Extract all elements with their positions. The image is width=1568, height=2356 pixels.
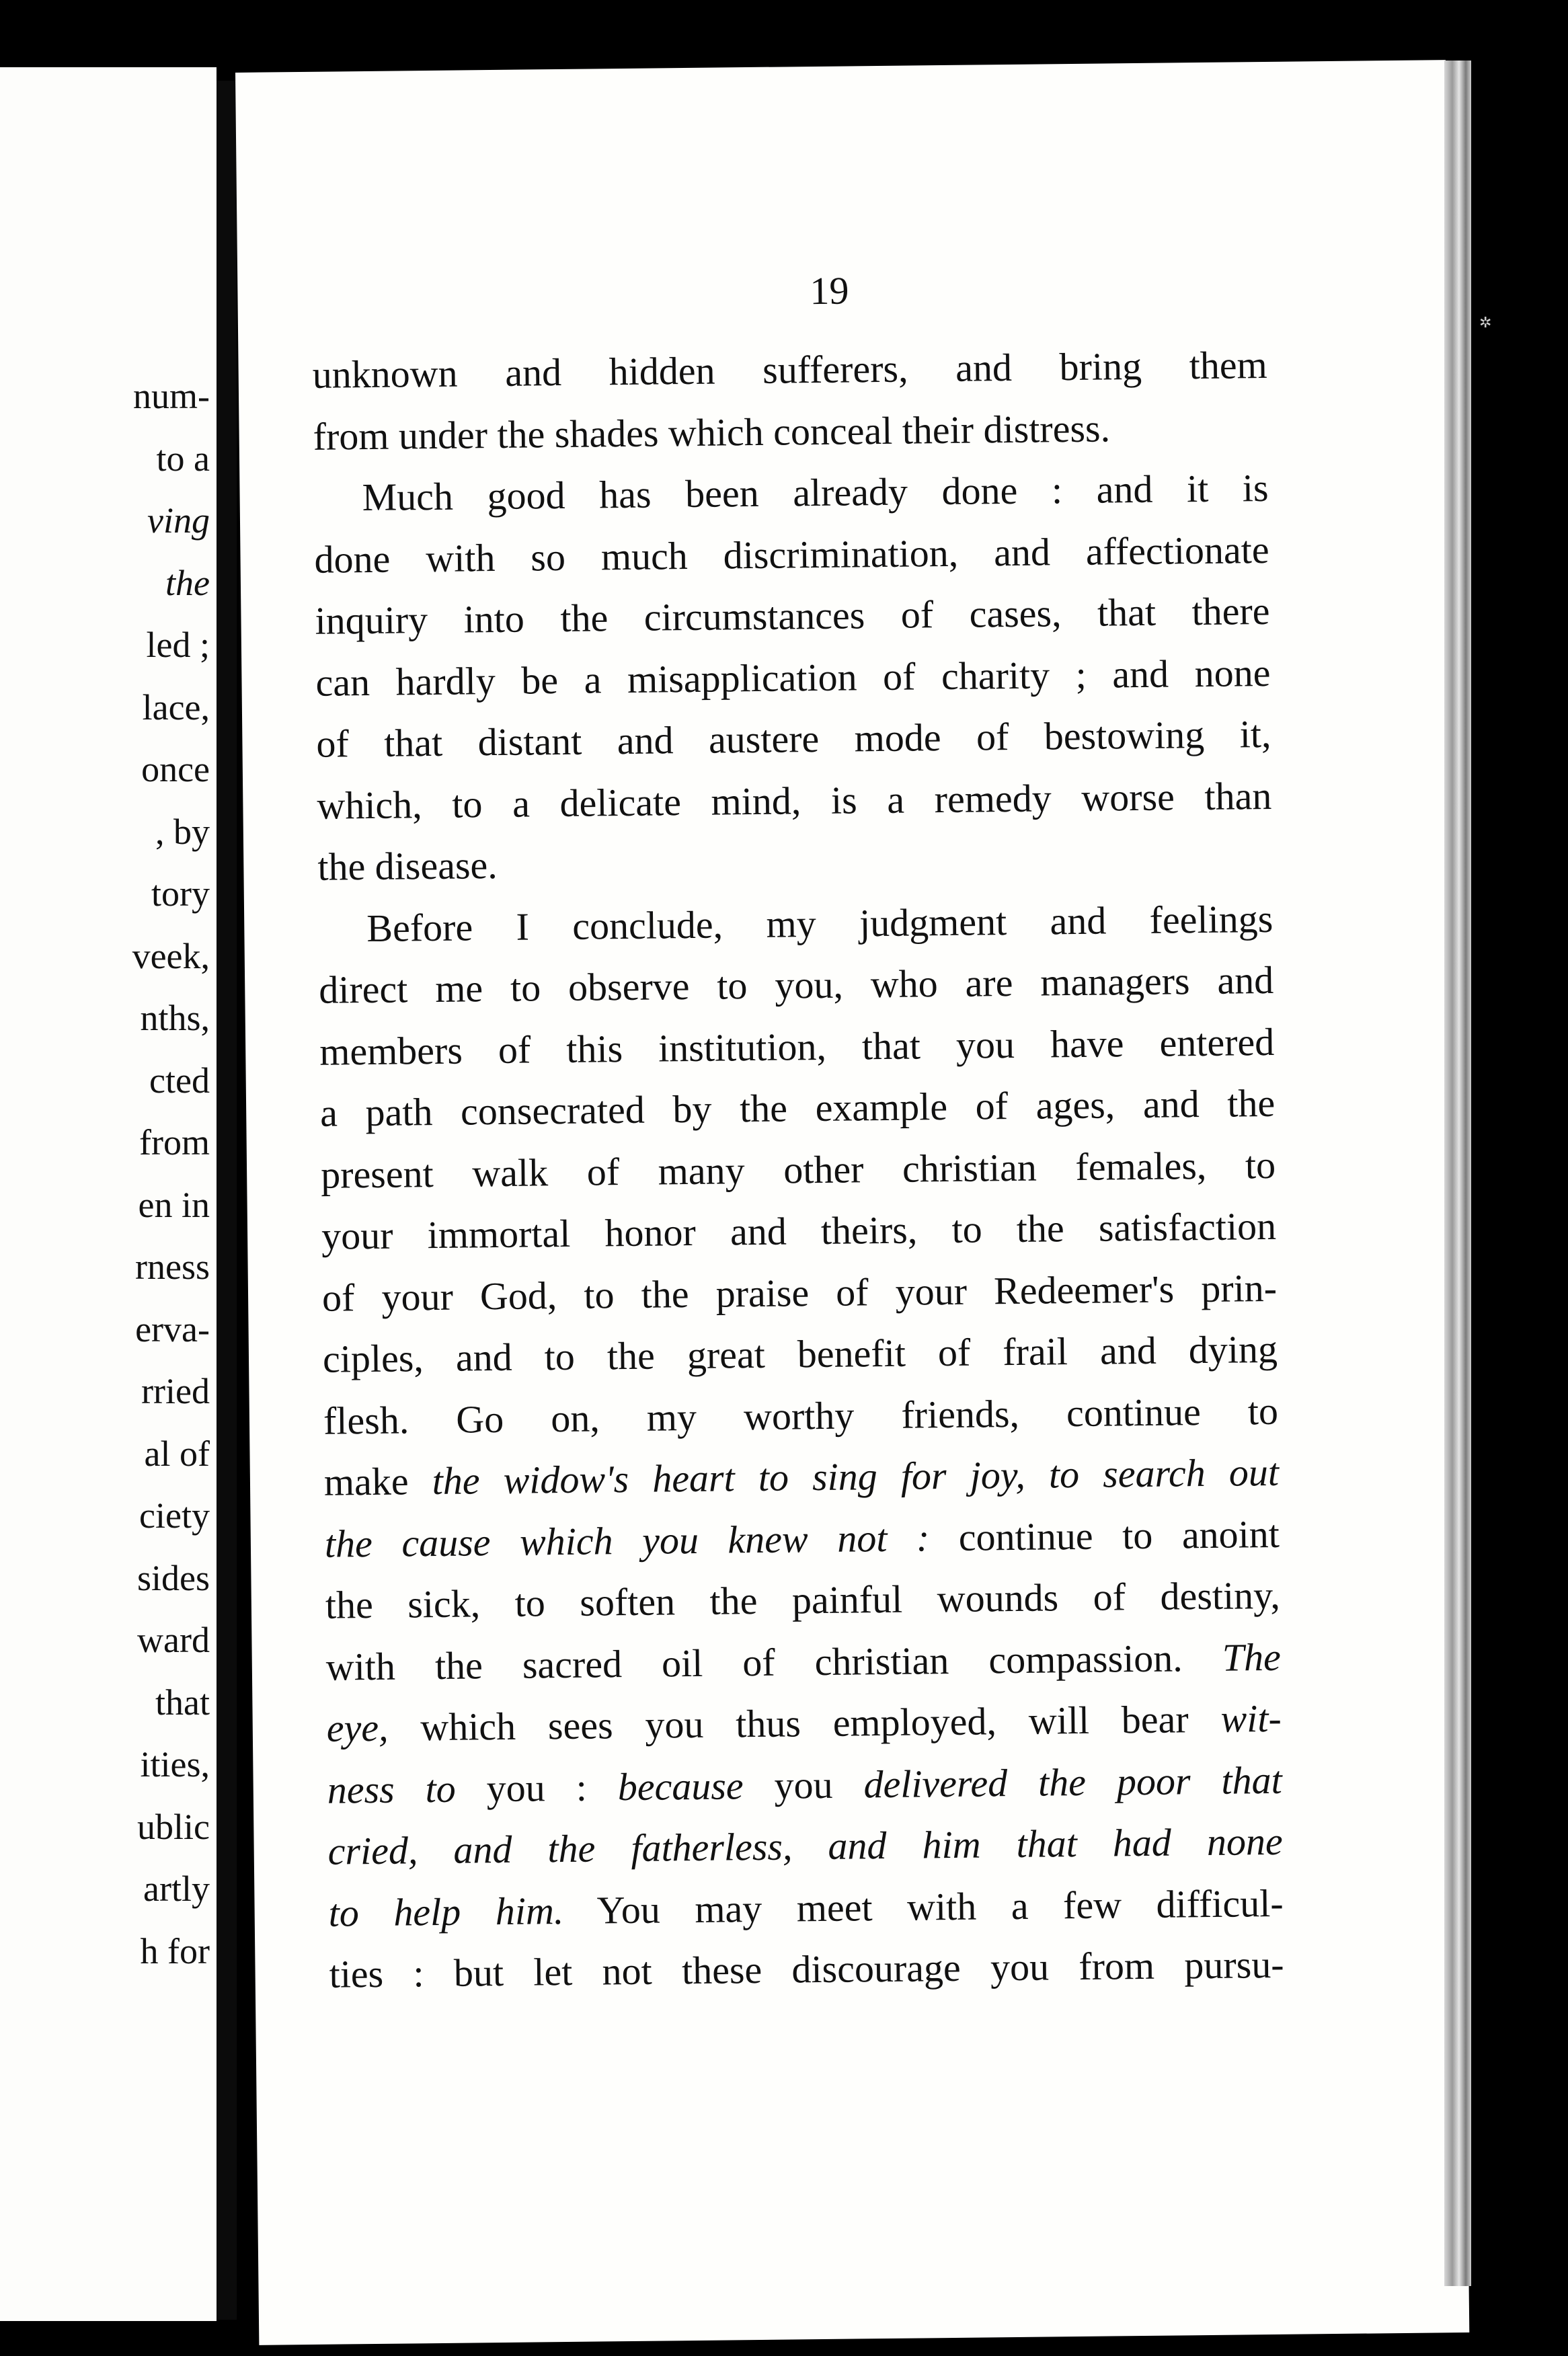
text-line [327, 1749, 1282, 1820]
text-line [315, 580, 1270, 652]
text-line [315, 641, 1271, 713]
text-line [323, 1442, 1279, 1513]
left-page-line: ciety [139, 1495, 210, 1536]
text-line [313, 395, 1268, 467]
text-run: inquiry into the circumstances of cases, that there [315, 588, 1270, 643]
text-run: flesh. Go on, my worthy friends, continue to [323, 1388, 1279, 1443]
text-run: make [323, 1459, 433, 1504]
italic-text: wit- [1220, 1696, 1282, 1741]
left-facing-page [0, 67, 217, 2321]
text-line [321, 1134, 1276, 1205]
left-page-line: al of [144, 1433, 210, 1474]
left-page-line: en in [138, 1184, 210, 1225]
text-run: of that distant and austere mode of bestowing it, [316, 711, 1271, 766]
left-page-line: once [141, 749, 210, 789]
text-line [323, 1380, 1279, 1451]
left-page-line: ities, [140, 1744, 210, 1784]
text-line [329, 1934, 1284, 2005]
text-run: which, to a delicate mind, is a remedy worse than [317, 773, 1272, 828]
text-run: your immortal honor and theirs, to the satisfaction [321, 1204, 1277, 1258]
left-page-line: ward [137, 1620, 210, 1660]
text-line [325, 1626, 1281, 1697]
text-run: you [743, 1762, 864, 1807]
text-run: Much good has been already done : and it is [362, 465, 1269, 520]
body-text [312, 334, 1284, 2005]
left-page-line: rried [141, 1371, 210, 1411]
text-line [314, 518, 1269, 590]
text-run: You may meet with a few difficul- [563, 1881, 1284, 1932]
text-run: continue to anoint [929, 1511, 1280, 1559]
left-page-line: veek, [132, 935, 210, 976]
text-run: you : [455, 1764, 619, 1811]
left-page-line: ving [147, 500, 210, 541]
text-line [325, 1565, 1280, 1636]
left-page-line: from [139, 1122, 210, 1163]
italic-text: ness to [327, 1766, 457, 1812]
left-page-line: cted [149, 1060, 210, 1101]
text-run: which sees you thus employed, will bear [388, 1696, 1221, 1750]
text-line [319, 1011, 1275, 1082]
text-line [328, 1872, 1284, 1943]
italic-text: cried, and the fatherless, and him that had none [327, 1819, 1283, 1873]
text-line [324, 1503, 1280, 1574]
text-run: done with so much discrimination, and affectionate [314, 527, 1269, 582]
italic-text: the cause which you knew not : [324, 1515, 930, 1566]
italic-text: to help him. [328, 1888, 564, 1935]
text-run: present walk of many other christian females, to [320, 1142, 1276, 1197]
text-line [323, 1319, 1278, 1390]
left-page-line: that [155, 1682, 210, 1723]
text-run: ties : but let not these discourage you from pursu- [329, 1942, 1284, 1996]
left-page-line: sides [137, 1557, 210, 1598]
text-run: can hardly be a misapplication of charity ; and none [315, 650, 1271, 705]
text-run: with the sacred oil of christian compassion. [325, 1635, 1223, 1689]
left-page-line: num- [133, 376, 210, 416]
left-page-line: to a [156, 438, 210, 479]
text-line [313, 457, 1269, 528]
left-page-line: h for [140, 1930, 210, 1971]
italic-text: the widow's heart to sing for joy, [432, 1452, 1026, 1503]
left-page-line: nths, [140, 998, 210, 1038]
page-edge-stack [1444, 61, 1471, 2286]
left-page-line: artly [143, 1869, 210, 1909]
text-line [327, 1811, 1283, 1882]
text-run: from under the shades which conceal their distress. [313, 405, 1111, 459]
text-line [318, 888, 1273, 959]
text-line [317, 764, 1272, 836]
italic-text: to search out [1048, 1450, 1280, 1497]
book-page [235, 60, 1469, 2345]
text-line [320, 1072, 1276, 1144]
left-page-line: tory [151, 873, 210, 914]
left-page-line: led ; [146, 625, 210, 665]
text-run: the sick, to soften the painful wounds of destiny, [325, 1573, 1281, 1627]
text-line [316, 703, 1271, 775]
italic-text: eye, [326, 1705, 389, 1750]
book-gutter [217, 81, 237, 2320]
text-line [319, 949, 1274, 1021]
text-run: the disease. [317, 842, 498, 889]
left-page-line: rness [135, 1247, 210, 1287]
text-line [312, 334, 1267, 405]
italic-text: The [1222, 1635, 1282, 1680]
text-run: Before I conclude, my judgment and feelings [366, 896, 1273, 950]
text-run [1025, 1452, 1049, 1496]
text-line [321, 1195, 1277, 1267]
page-number: 19 [810, 268, 849, 313]
text-run: a path consecrated by the example of ages, and the [319, 1081, 1276, 1135]
dust-speck: ✲ [1479, 315, 1492, 331]
left-page-line: , by [155, 811, 210, 852]
left-page-line: erva- [135, 1308, 210, 1349]
italic-text: because [617, 1763, 744, 1809]
left-page-line: ublic [137, 1806, 210, 1847]
text-run: ciples, and to the great benefit of frail and dying [322, 1327, 1278, 1381]
text-run: of your God, to the praise of your Redeemer's prin- [321, 1265, 1278, 1320]
text-run: direct me to observe to you, who are managers and [318, 957, 1274, 1012]
left-page-line: the [165, 562, 210, 603]
text-run: members of this institution, that you have entered [319, 1019, 1275, 1074]
text-line [317, 826, 1273, 898]
left-page-line: lace, [142, 686, 210, 728]
text-line [322, 1257, 1278, 1328]
text-run: unknown and hidden sufferers, and bring them [312, 342, 1267, 397]
italic-text: delivered the poor that [863, 1758, 1283, 1806]
text-line [326, 1688, 1282, 1759]
